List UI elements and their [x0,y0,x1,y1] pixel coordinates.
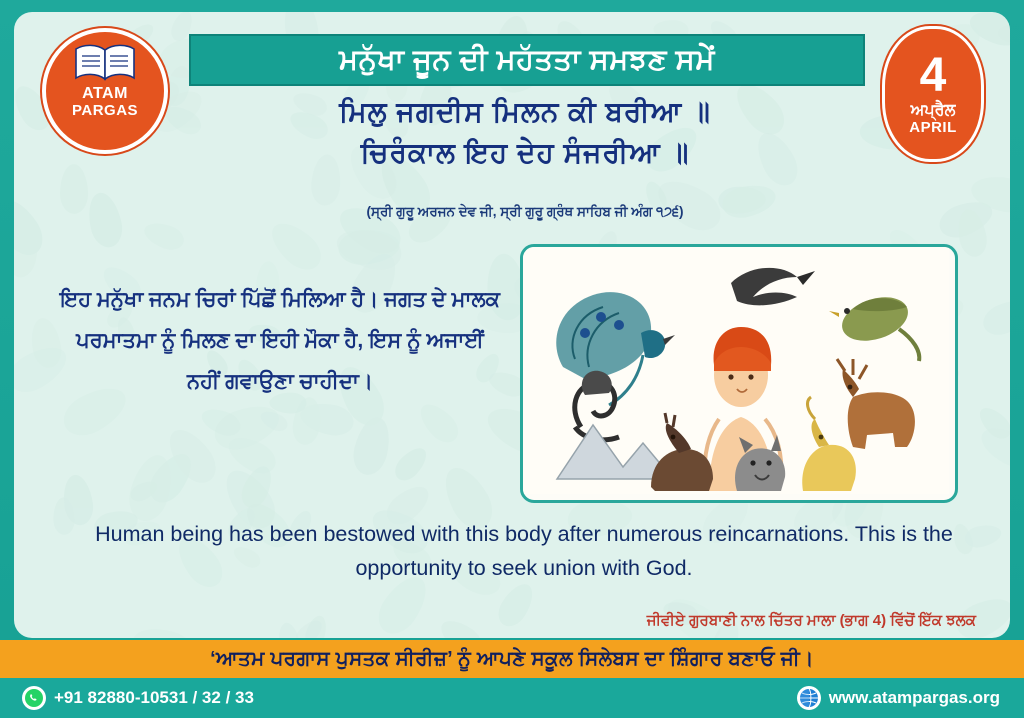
logo-text [72,86,138,119]
leaf-icon [435,614,486,638]
poster-panel [14,12,1010,638]
scripture-couplet [189,92,861,173]
bottom-promo-bar [0,640,1024,678]
leaf-icon [128,623,197,638]
english-paragraph: Human being has been bestowed with this body after numerous reincarnations. This is the opportunity to seek union with God. [95,522,953,581]
title-banner [189,34,865,86]
human-surrounded-by-animals-illustration [520,244,958,503]
phone-contact[interactable] [22,686,254,710]
punjabi-paragraph: ਇਹ ਮਨੁੱਖਾ ਜਨਮ ਚਿਰਾਂ ਪਿੱਛੋਂ ਮਿਲਿਆ ਹੈ। ਜਗਤ ਦੇ ਮਾਲਕ ਪਰਮਾਤਮਾ ਨੂੰ ਮਿਲਣ ਦਾ ਇਹੀ ਮੌਕਾ ਹੈ, ਇਸ ਨੂੰ ਅਜਾਈਂ ਨਹੀਂ ਗਵਾਉਣਾ ਚਾਹੀਦਾ। [60,288,500,393]
leaf-icon [389,442,431,485]
leaf-icon [14,192,50,263]
open-book-icon [72,42,138,84]
globe-icon [797,686,821,710]
leaf-icon [414,398,465,449]
footer-bar [0,678,1024,718]
couplet-line-2: ਚਿਰੰਕਾਲ ਇਹ ਦੇਹ ਸੰਜਰੀਆ ॥ [360,136,690,168]
logo-name-line1: ATAM [82,85,128,102]
leaf-icon [59,164,88,214]
leaf-icon [978,293,1010,340]
website-link[interactable] [797,686,1000,710]
page-title: ਮਨੁੱਖਾ ਜੂਨ ਦੀ ਮਹੱਤਤਾ ਸਮਝਣ ਸਮੇਂ [339,43,715,76]
whatsapp-icon [22,686,46,710]
atam-pargas-logo [42,28,168,154]
leaf-icon [141,218,188,254]
couplet-line-1: ਮਿਲੁ ਜਗਦੀਸ ਮਿਲਨ ਕੀ ਬਰੀਆ ॥ [339,96,711,127]
date-badge [882,26,984,162]
date-day: 4 [919,48,947,102]
series-credit: ਜੀਵੀਏ ਗੁਰਬਾਣੀ ਨਾਲ ਚਿੱਤਰ ਮਾਲਾ (ਭਾਗ 4) ਵਿੱਚੋਂ ਇੱਕ ਝਲਕ [646,612,976,629]
date-month-punjabi: ਅਪ੍ਰੈਲ [910,101,956,119]
logo-name-line2: PARGAS [71,101,139,119]
bottom-promo-text: ‘ਆਤਮ ਪਰਗਾਸ ਪੁਸਤਕ ਸੀਰੀਜ਼’ ਨੂੰ ਆਪਣੇ ਸਕੂਲ ਸਿਲੇਬਸ ਦਾ ਸ਼ਿੰਗਾਰ ਬਣਾਓ ਜੀ। [210,647,814,670]
scripture-citation: (ਸ੍ਰੀ ਗੁਰੂ ਅਰਜਨ ਦੇਵ ਜੀ, ਸ੍ਰੀ ਗੁਰੂ ਗ੍ਰੰਥ ਸਾਹਿਬ ਜੀ ਅੰਗ ੧੭੬) [366,204,684,219]
leaf-icon [84,190,126,251]
leaf-icon [276,621,302,638]
website-url: www.atampargas.org [828,688,1000,707]
phone-number: +91 82880-10531 / 32 / 33 [54,688,254,707]
date-month-english: APRIL [909,119,957,137]
